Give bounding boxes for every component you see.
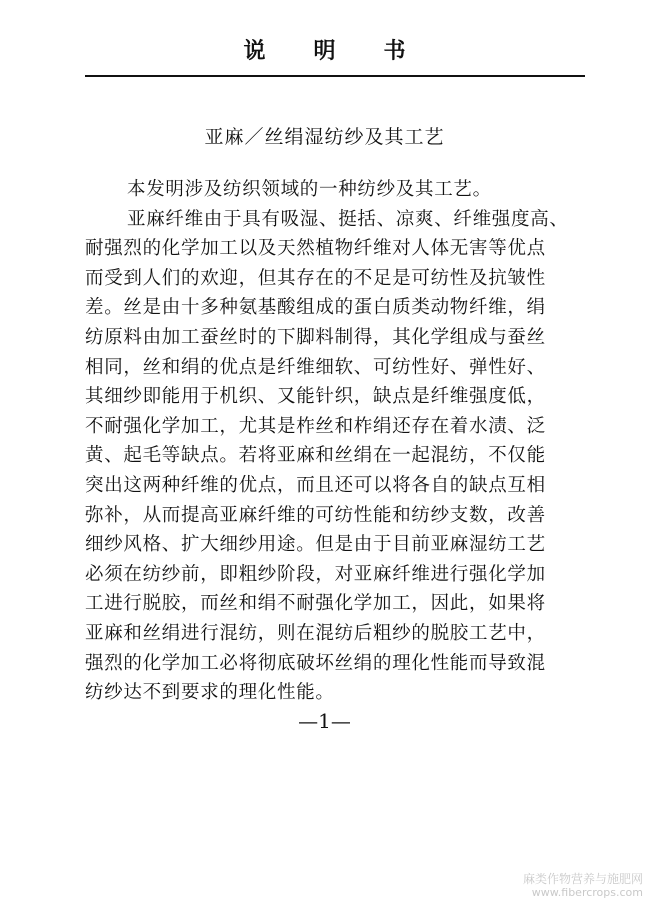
watermark-url: www.fibercrops.com [531,886,643,899]
paragraph-line: 不耐强化学加工，尤其是柞丝和柞绢还存在着水渍、泛 [85,415,546,437]
header-rule [85,75,585,77]
paragraph-line: 亚麻纤维由于具有吸湿、挺括、凉爽、纤维强度高、 [127,208,569,230]
paragraph-line: 黄、起毛等缺点。若将亚麻和丝绢在一起混纺，不仅能 [85,445,546,467]
document-body [85,175,585,708]
paragraph-line: 强烈的化学加工必将彻底破坏丝绢的理化性能而导致混 [85,652,546,674]
paragraph-line: 而受到人们的欢迎，但其存在的不足是可纺性及抗皱性 [85,267,546,289]
paragraph-line: 本发明涉及纺织领域的一种纺纱及其工艺。 [127,179,492,200]
watermark [523,873,643,899]
paragraph-line: 工进行脱胶，而丝和绢不耐强化学加工，因此，如果将 [85,593,546,615]
paragraph-line: 差。丝是由十多种氨基酸组成的蛋白质类动物纤维，绢 [85,297,546,319]
paragraph-line: 相同，丝和绢的优点是纤维细软、可纺性好、弹性好、 [85,356,546,378]
paragraph-line: 突出这两种纤维的优点，而且还可以将各自的缺点互相 [85,474,546,496]
document-title: 亚麻／丝绢湿纺纱及其工艺 [204,126,445,148]
paragraph-line: 细纱风格、扩大细纱用途。但是由于目前亚麻湿纺工艺 [85,534,546,556]
paragraph-line: 其细纱即能用于机织、又能针织，缺点是纤维强度低， [85,386,546,408]
paragraph-line: 必须在纺纱前，即粗纱阶段，对亚麻纤维进行强化学加 [85,563,546,585]
paragraph-line: 纺原料由加工蚕丝时的下脚料制得，其化学组成与蚕丝 [85,326,546,348]
paragraph-line: 耐强烈的化学加工以及天然植物纤维对人体无害等优点 [85,238,546,260]
header-title: 说明书 [243,38,454,64]
paragraph-line: 纺纱达不到要求的理化性能。 [85,682,335,704]
page-number: —1— [298,709,351,733]
paragraph-line: 弥补，从而提高亚麻纤维的可纺性能和纺纱支数，改善 [85,504,546,526]
watermark-site-name: 麻类作物营养与施肥网 [522,872,643,886]
paragraph-line: 亚麻和丝绢进行混纺，则在混纺后粗纱的脱胶工艺中， [85,622,546,644]
